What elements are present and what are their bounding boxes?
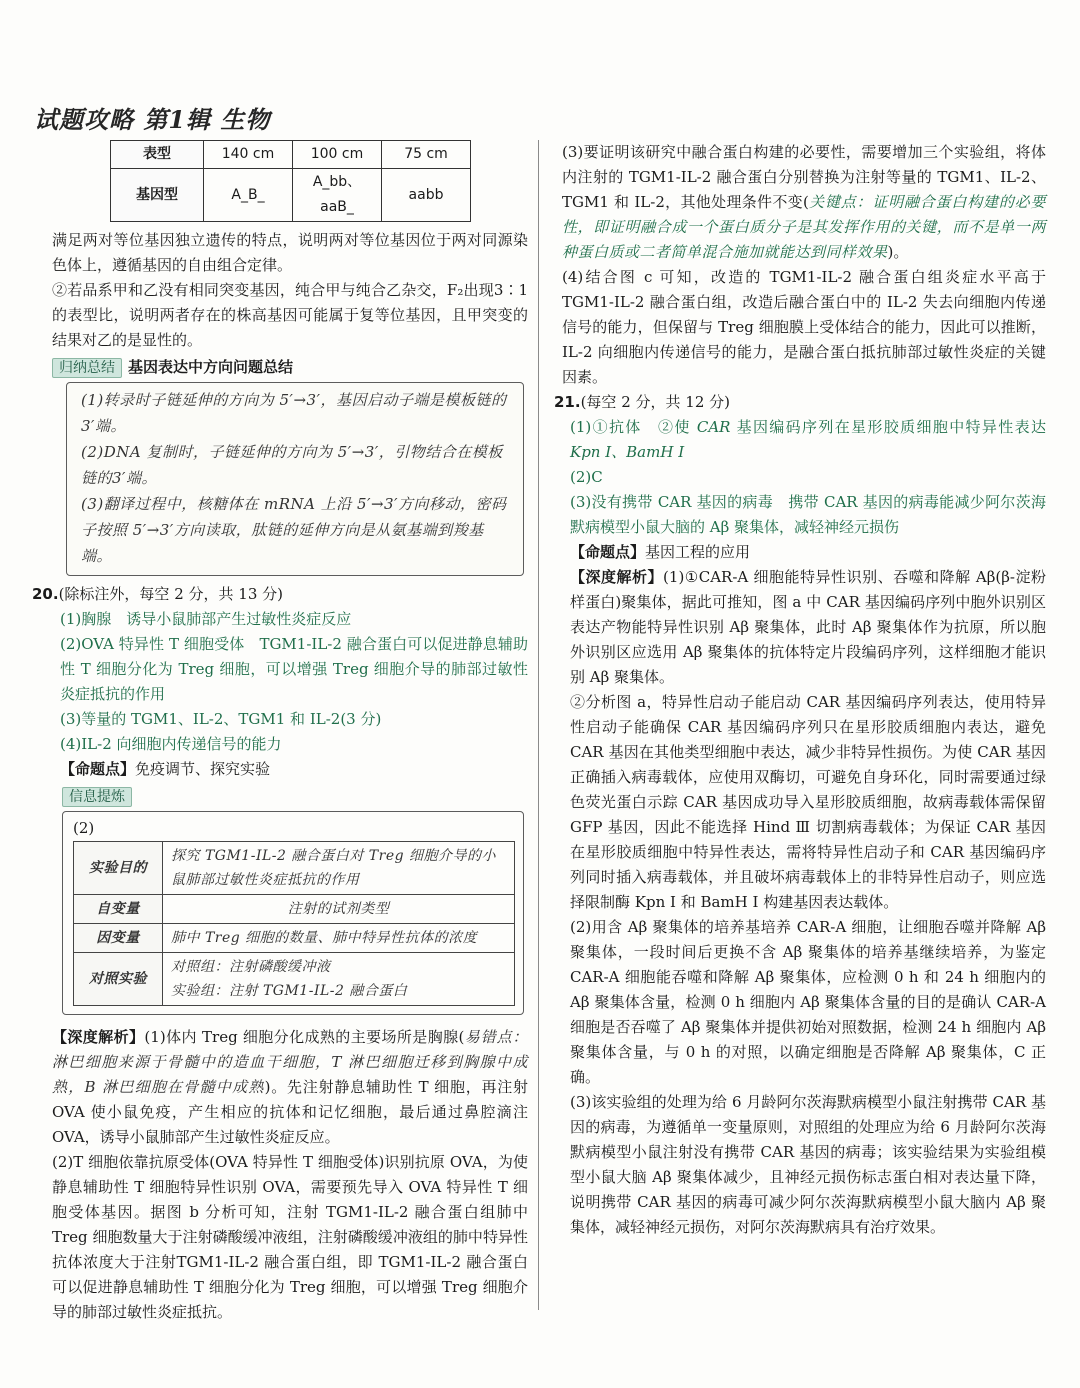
- table-cell: 100 cm: [293, 141, 382, 169]
- info-table: [73, 841, 515, 1006]
- table-row: [74, 895, 515, 924]
- control-group-text: 对照组：注射磷酸缓冲液: [171, 959, 331, 975]
- table-header-cell: 表型: [111, 141, 204, 169]
- answer-line: (2)C: [570, 468, 603, 486]
- table-cell: [163, 953, 515, 1006]
- proposition-label: 【命题点】: [570, 543, 646, 561]
- question-number: 21.: [554, 393, 581, 411]
- analysis-paragraph: (3)该实验组的处理为给 6 月龄阿尔茨海默病模型小鼠注射携带 CAR 基因的病毒，为遵循单一变量原则，对照组的处理应为给 6 月龄阿尔茨海默病模型小鼠注射没有携带 CAR 基因的病毒；该实验结果为实验组模型小鼠大脑 Aβ 聚集体减少，且神经元损伤标志蛋白相对表达量下降，说明携带 CAR 基因的病毒可减少阿尔茨海默病模型小鼠大脑内 Aβ 聚集体，减轻神经元损伤，对阿尔茨海默病具有治疗效果。: [570, 1093, 1046, 1236]
- answer-line: (2)OVA 特异性 T 细胞受体 TGM1-IL-2 融合蛋白可以促进静息辅助性 T 细胞分化为 Treg 细胞，可以增强 Treg 细胞介导的肺部过敏性炎症抵抗的作用: [60, 635, 528, 703]
- analysis-text: (1)①CAR-A 细胞能特异性识别、吞噬和降解 Aβ(β-淀粉样蛋白)聚集体，据此可推知，图 a 中 CAR 基因编码序列中胞外识别区表达产物能特异性识别 Aβ 聚集体，此时 Aβ 聚集体作为抗原，所以胞外识别区应选用 Aβ 聚集体的抗体特定片段编码序列，这样细胞才能识别 Aβ 聚集体。: [570, 568, 1046, 686]
- table-header-cell: 对照实验: [74, 953, 163, 1006]
- answer-text: (1)①抗体 ②使: [570, 418, 697, 436]
- analysis-paragraph: [562, 140, 1046, 265]
- experimental-group-text: 实验组：注射 TGM1-IL-2 融合蛋白: [171, 983, 408, 999]
- answer-line: (1)胸腺 诱导小鼠肺部产生过敏性炎症反应: [60, 610, 352, 628]
- summary-box: [66, 382, 524, 576]
- analysis-paragraph: (2)用含 Aβ 聚集体的培养基培养 CAR-A 细胞，让细胞吞噬并降解 Aβ 聚集体，一段时间后更换不含 Aβ 聚集体的培养基继续培养，为鉴定 CAR-A 细胞能吞噬和降解 Aβ 聚集体，应检测 0 h 和 24 h 细胞内的 Aβ 聚集体含量，检测 0 h 细胞内 Aβ 聚集体含量的目的是确认 CAR-A 细胞是否吞噬了 Aβ 聚集体并提供初始对照数据，检测 24 h 细胞内 Aβ 聚集体含量，与 0 h 的对照，以确定细胞是否降解 Aβ 聚集体，C 正确。: [570, 918, 1046, 1086]
- proposition-text: 免疫调节、探究实验: [135, 760, 271, 778]
- table-cell: A_B_: [204, 169, 293, 222]
- info-box: [62, 811, 524, 1015]
- summary-title: 基因表达中方向问题总结: [128, 358, 294, 376]
- proposition-point: [562, 540, 1046, 565]
- table-cell: 探究 TGM1-IL-2 融合蛋白对 Treg 细胞介导的小鼠肺部过敏性炎症抵抗的作用: [163, 842, 515, 895]
- analysis-text: )。: [887, 243, 909, 261]
- info-index: (2): [73, 819, 95, 837]
- enzyme-names: Kpn Ⅰ、BamH Ⅰ: [570, 443, 685, 461]
- table-cell: 肺中 Treg 细胞的数量、肺中特异性抗体的浓度: [163, 924, 515, 953]
- analysis-paragraph: [562, 565, 1046, 690]
- answer-line: (3)没有携带 CAR 基因的病毒 携带 CAR 基因的病毒能减少阿尔茨海默病模型小鼠大脑的 Aβ 聚集体，减轻神经元损伤: [570, 493, 1046, 536]
- table-cell: 75 cm: [382, 141, 471, 169]
- analysis-paragraph: [52, 1025, 528, 1150]
- score-note: (除标注外，每空 2 分，共 13 分): [58, 585, 283, 603]
- paragraph: 满足两对等位基因独立遗传的特点，说明两对等位基因位于两对同源染色体上，遵循基因的自由组合定律。: [52, 231, 528, 274]
- answer-line: (4)IL-2 向细胞内传递信号的能力: [60, 735, 282, 753]
- analysis-paragraph: (2)T 细胞依靠抗原受体(OVA 特异性 T 细胞受体)识别抗原 OVA，为使静息辅助性 T 细胞特异性识别 OVA，需要预先导入 OVA 特异性 T 细胞受体基因。据图 b 分析可知，注射 TGM1-IL-2 融合蛋白组肺中 Treg 细胞数量大于注射磷酸缓冲液组，注射磷酸缓冲液组的肺中特异性抗体浓度大于注射TGM1-IL-2 融合蛋白组，即 TGM1-IL-2 融合蛋白可以促进静息辅助性 T 细胞分化为 Treg 细胞，可以增强 Treg 细胞介导的肺部过敏性炎症抵抗。: [52, 1153, 529, 1321]
- answer-line: (3)等量的 TGM1、IL-2、TGM1 和 IL-2(3 分): [60, 710, 382, 728]
- table-cell: 注射的试剂类型: [163, 895, 515, 924]
- table-row: [111, 169, 471, 222]
- table-row: [74, 924, 515, 953]
- info-tag: 信息提炼: [62, 787, 132, 807]
- table-header-cell: 因变量: [74, 924, 163, 953]
- table-row: [74, 842, 515, 895]
- analysis-note: 关键点：证明融合蛋白构建的必要性，即证明融合成一个蛋白质分子是其发挥作用的关键，而不是单一两种蛋白质或二者简单混合施加就能达到同样效果: [562, 193, 1046, 261]
- analysis-text: (3)要证明该研究中融合蛋白构建的必要性，需要增加三个实验组，将体内注射的 TGM1-IL-2 融合蛋白分别替换为注射等量的 TGM1、IL-2、TGM1 和 IL-2，其他处理条件不变(: [562, 143, 1046, 211]
- table-row: [74, 953, 515, 1006]
- table-cell: aabb: [382, 169, 471, 222]
- paragraph: ②若品系甲和乙没有相同突变基因，纯合甲与纯合乙杂交，F₂出现3∶1的表型比，说明两者存在的株高基因可能属于复等位基因，且甲突变的结果对乙的是显性的。: [52, 281, 528, 349]
- running-header: 试题攻略 第1辑 生物: [34, 105, 271, 134]
- analysis-note: 易错点：淋巴细胞来源于骨髓中的造血干细胞，T 淋巴细胞迁移到胸腺中成熟，B 淋巴细胞在骨髓中成熟: [52, 1028, 528, 1096]
- table-header-cell: 自变量: [74, 895, 163, 924]
- analysis-label: 【深度解析】: [570, 568, 664, 586]
- analysis-label: 【深度解析】: [52, 1028, 145, 1046]
- analysis-paragraph: (4)结合图 c 可知，改造的 TGM1-IL-2 融合蛋白组炎症水平高于 TGM1-IL-2 融合蛋白组，改造后融合蛋白中的 IL-2 失去向细胞内传递信号的能力，但保留与 Treg 细胞膜上受体结合的能力，因此可以推断，IL-2 向细胞内传递信号的能力，是融合蛋白抵抗肺部过敏性炎症的关键因素。: [562, 268, 1046, 386]
- question-21-header: [554, 390, 1046, 415]
- answer-line: [562, 415, 1061, 465]
- question-20-header: [32, 582, 528, 607]
- right-column: [554, 140, 1061, 1240]
- gene-name: CAR: [696, 418, 731, 436]
- summary-line: (2)DNA 复制时，子链延伸的方向为 5′→3′，引物结合在模板链的3′端。: [81, 443, 503, 487]
- table-header-cell: 基因型: [111, 169, 204, 222]
- proposition-point: [52, 757, 528, 782]
- question-number: 20.: [32, 585, 59, 603]
- table-cell: A_bb、aaB_: [293, 169, 382, 222]
- proposition-text: 基因工程的应用: [645, 543, 751, 561]
- analysis-text: )。先注射静息辅助性 T 细胞，再注射 OVA 使小鼠免疫，产生相应的抗体和记忆细胞，最后通过鼻腔滴注 OVA，诱导小鼠肺部产生过敏性炎症反应。: [52, 1078, 528, 1146]
- table-cell: 140 cm: [204, 141, 293, 169]
- analysis-paragraph: ②分析图 a，特异性启动子能启动 CAR 基因编码序列表达，使用特异性启动子能确保 CAR 基因编码序列只在星形胶质细胞内表达，避免 CAR 基因在其他类型细胞中表达，减少非特异性损伤。为使 CAR 基因正确插入病毒载体，应使用双酶切，可避免自身环化，同时需要通过绿色荧光蛋白示踪 CAR 基因成功导入星形胶质细胞，故病毒载体需保留 GFP 基因，因此不能选择 Hind Ⅲ 切割病毒载体；为保证 CAR 基因在星形胶质细胞中特异性表达，需将特异性启动子和 CAR 基因编码序列同时插入病毒载体，并且破坏病毒载体上的非特异性启动子，则应选择限制酶 Kpn Ⅰ 和 BamH Ⅰ 构建基因表达载体。: [570, 693, 1046, 911]
- score-note: (每空 2 分，共 12 分): [580, 393, 730, 411]
- column-divider: [538, 140, 539, 1310]
- genotype-table: [110, 140, 471, 222]
- answer-text: 基因编码序列在星形胶质细胞中特异性表达: [730, 418, 1061, 436]
- info-heading: [62, 784, 528, 809]
- table-header-cell: 实验目的: [74, 842, 163, 895]
- summary-tag: 归纳总结: [52, 358, 122, 378]
- analysis-text: (1)体内 Treg 细胞分化成熟的主要场所是胸腺(: [144, 1028, 465, 1046]
- proposition-label: 【命题点】: [60, 760, 136, 778]
- table-row: [111, 141, 471, 169]
- summary-heading: [52, 355, 528, 380]
- left-column: [32, 140, 529, 1325]
- summary-line: (1)转录时子链延伸的方向为 5′→3′，基因启动子端是模板链的3′端。: [81, 391, 507, 435]
- summary-line: (3)翻译过程中，核糖体在 mRNA 上沿 5′→3′方向移动，密码子按照 5′→3′方向读取，肽链的延伸方向是从氨基端到羧基端。: [81, 495, 507, 565]
